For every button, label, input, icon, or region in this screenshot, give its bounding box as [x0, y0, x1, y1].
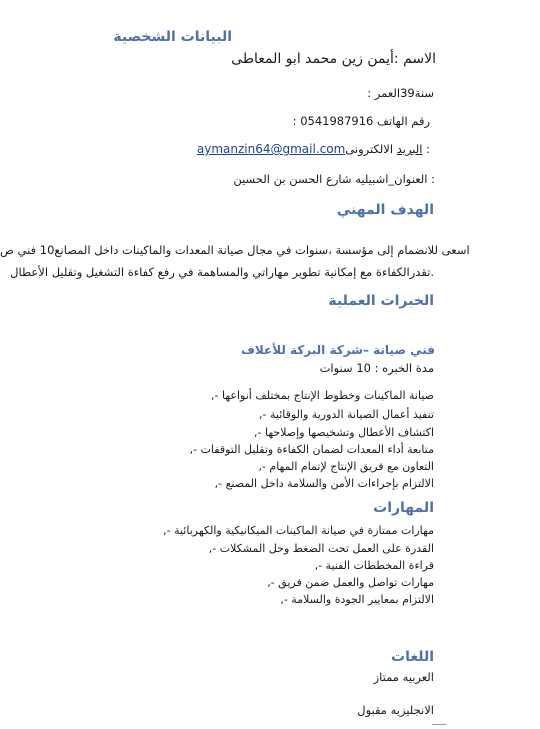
- objective-line-1: اسعى للانضمام إلى مؤسسة ،سنوات في مجال صيانة المعدات والماكينات داخل المصانع10 فني ص: [0, 243, 470, 257]
- language-item: العربيه ممتاز: [373, 670, 434, 684]
- experience-item: متابعة أداء المعدات لضمان الكفاءة وتقليل التوقفات -,: [189, 443, 434, 456]
- experience-item: صيانة الماكينات وخطوط الإنتاج بمختلف أنواعها -,: [211, 389, 434, 402]
- language-item: الانجليزيه مقبول: [357, 703, 434, 717]
- skill-item: قراءة المخططات الفنية -,: [314, 559, 434, 572]
- email-label-rest: الالكترونى: [345, 142, 397, 156]
- objective-line-2: .تقدرالكفاءة مع إمكانية تطوير مهاراتي والمساهمة في رفع كفاءة التشغيل وتقليل الأعطال: [10, 265, 434, 279]
- email-label: البريد: [396, 142, 423, 156]
- skill-item: الالتزام بمعايير الجودة والسلامة -,: [280, 593, 434, 606]
- section-heading-personal: البيانات الشخصية: [113, 29, 232, 45]
- experience-item: التعاون مع فريق الإنتاج لإتمام المهام -,: [258, 460, 434, 473]
- address-line: : العنوان_اشبيليه شارع الحسن بن الحسين: [233, 172, 435, 186]
- skill-item: مهارات ممتازة في صيانة الماكينات الميكانيكية والكهربائية -,: [163, 524, 434, 537]
- section-heading-skills: المهارات: [373, 500, 434, 516]
- skill-item: القدرة على العمل تحت الضغط وحل المشكلات -,: [208, 542, 434, 555]
- section-heading-experience: الخبرات العملية: [328, 293, 434, 309]
- experience-item: تنفيذ أعمال الصيانة الدورية والوقائية -,: [259, 408, 434, 421]
- email-link[interactable]: aymanzin64@gmail.com: [196, 142, 346, 156]
- experience-item: الالتزام بإجراءات الأمن والسلامة داخل المصنع -,: [214, 477, 434, 490]
- name-line: الاسم :أيمن زين محمد ابو المعاطى: [231, 51, 436, 67]
- experience-duration: مدة الخبره : 10 سنوات: [319, 361, 434, 375]
- skill-item: مهارات تواصل والعمل ضمن فريق -,: [267, 576, 434, 589]
- text-cursor-mark: [432, 724, 446, 725]
- email-label-prefix: :: [426, 142, 430, 156]
- experience-item: اكتشاف الأعطال وتشخيصها وإصلاحها -,: [254, 426, 434, 439]
- email-line: [197, 142, 430, 156]
- phone-line: رقم الهاتف 0541987916 :: [292, 114, 430, 128]
- section-heading-objective: الهدف المهني: [336, 202, 434, 218]
- job-title: فني صيانة –شركة البركة للأعلاف: [240, 343, 435, 357]
- section-heading-languages: اللغات: [391, 649, 434, 665]
- age-line: سنة39العمر :: [367, 86, 434, 100]
